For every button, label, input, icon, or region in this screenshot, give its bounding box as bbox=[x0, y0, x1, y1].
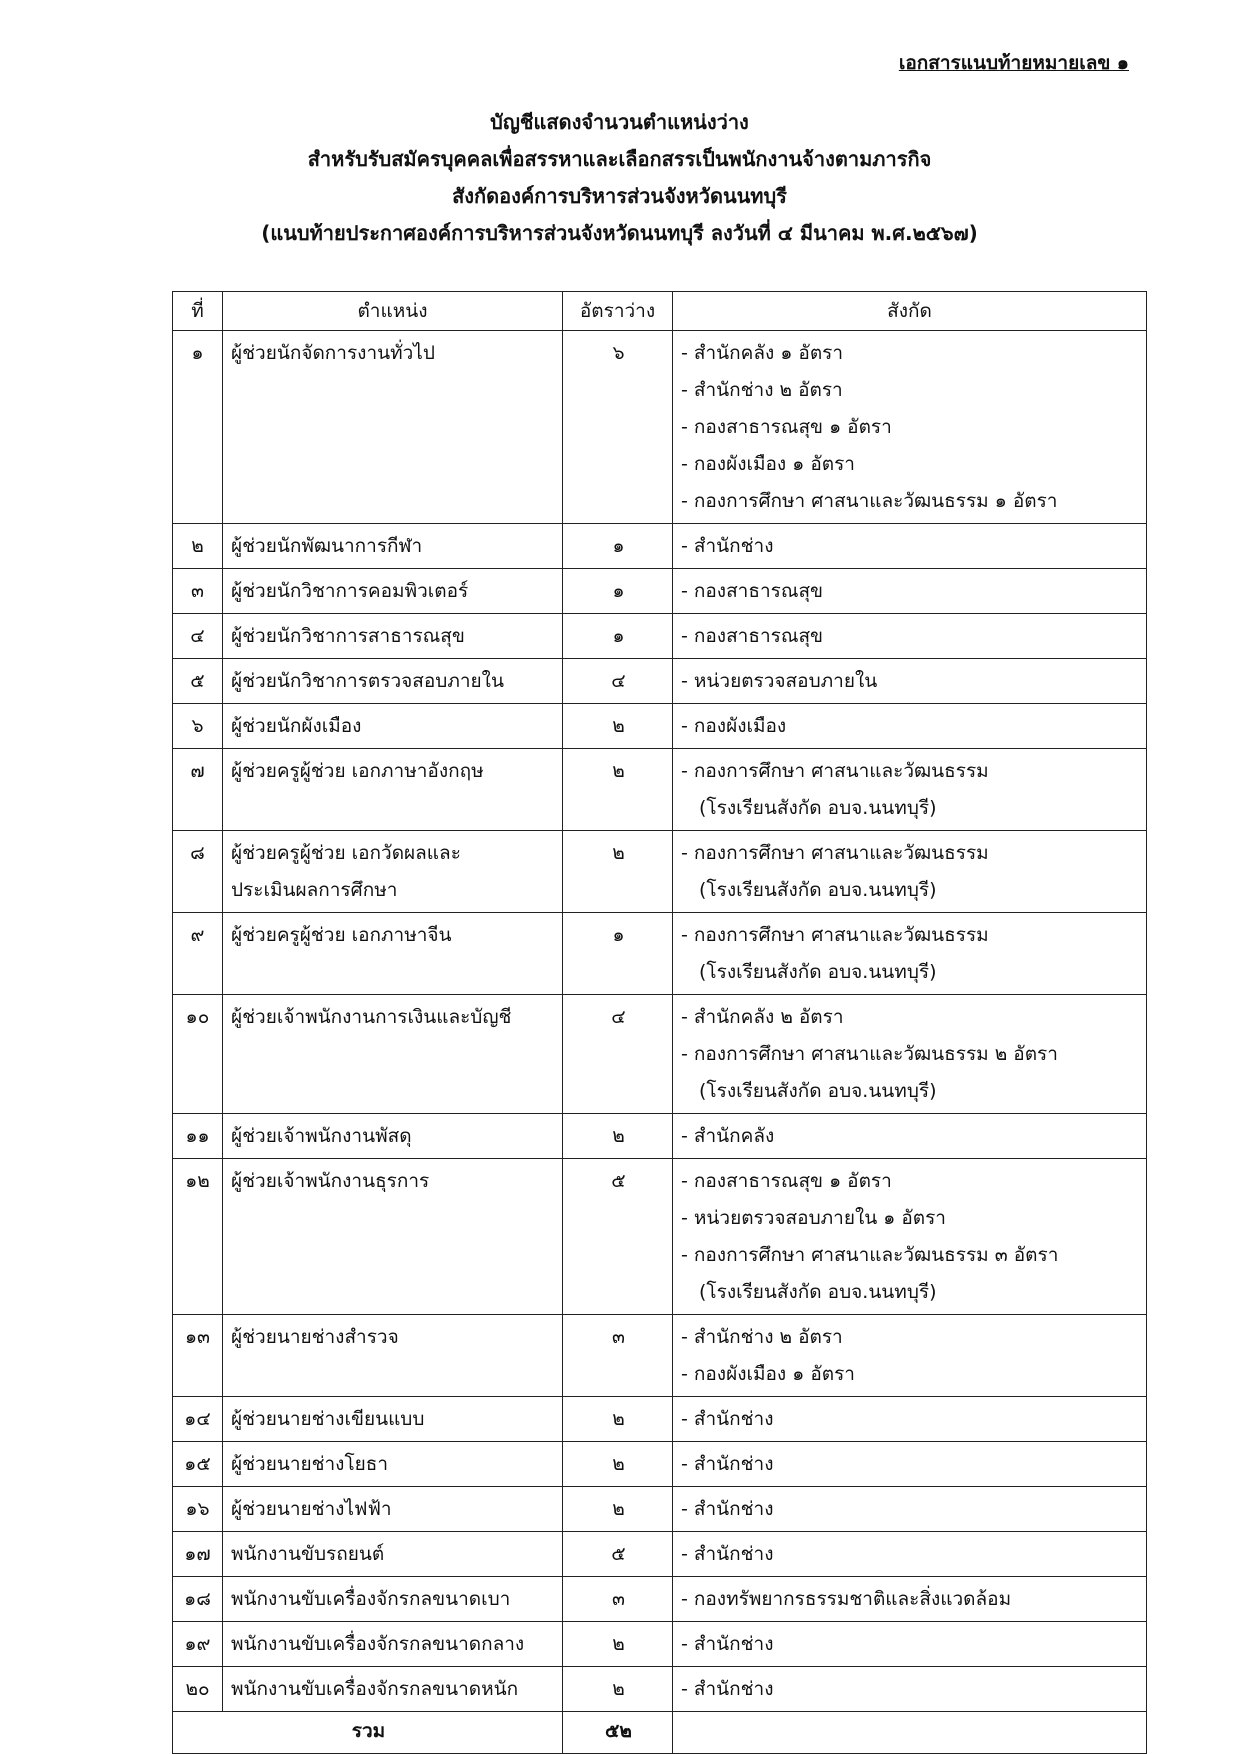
position-cell bbox=[223, 1159, 563, 1315]
vacancies-cell bbox=[563, 1159, 673, 1315]
department-line: - กองสาธารณสุข bbox=[681, 580, 824, 602]
department-cell bbox=[673, 1442, 1147, 1487]
title-line-1: บัญชีแสดงจำนวนตำแหน่งว่าง bbox=[490, 110, 749, 134]
position-text: ผู้ช่วยนักวิชาการตรวจสอบภายใน bbox=[231, 670, 504, 692]
vacancies-text: ๑ bbox=[612, 580, 625, 602]
vacancies-cell bbox=[563, 1442, 673, 1487]
vacancies-text: ๒ bbox=[612, 1453, 625, 1475]
row-number bbox=[173, 1315, 223, 1397]
table-row bbox=[173, 1667, 1147, 1712]
vacancies-text: ๒ bbox=[612, 1633, 625, 1655]
position-text: ผู้ช่วยครูผู้ช่วย เอกภาษาอังกฤษ bbox=[231, 760, 484, 782]
table-row bbox=[173, 524, 1147, 569]
row-number bbox=[173, 569, 223, 614]
vacancies-text: ๒ bbox=[612, 1125, 625, 1147]
department-line: - สำนักช่าง ๒ อัตรา bbox=[681, 1326, 843, 1348]
department-line: - สำนักช่าง bbox=[681, 1498, 774, 1520]
vacancies-cell bbox=[563, 704, 673, 749]
vacancies-cell bbox=[563, 1487, 673, 1532]
vacancies-cell bbox=[563, 749, 673, 831]
vacancies-cell bbox=[563, 614, 673, 659]
row-number bbox=[173, 1487, 223, 1532]
vacancies-cell bbox=[563, 1315, 673, 1397]
row-number-text: ๓ bbox=[191, 580, 204, 602]
department-line: - กองการศึกษา ศาสนาและวัฒนธรรม bbox=[681, 760, 989, 782]
department-line: - สำนักช่าง bbox=[681, 1678, 774, 1700]
table-row bbox=[173, 1577, 1147, 1622]
position-text: ผู้ช่วยเจ้าพนักงานธุรการ bbox=[231, 1170, 430, 1192]
row-number-text: ๑๗ bbox=[184, 1543, 211, 1565]
position-cell bbox=[223, 995, 563, 1114]
table-row bbox=[173, 659, 1147, 704]
position-cell bbox=[223, 1667, 563, 1712]
row-number bbox=[173, 995, 223, 1114]
department-cell bbox=[673, 1577, 1147, 1622]
row-number bbox=[173, 524, 223, 569]
position-cell bbox=[223, 569, 563, 614]
department-line: - กองการศึกษา ศาสนาและวัฒนธรรม ๓ อัตรา bbox=[681, 1244, 1059, 1266]
vacancies-text: ๒ bbox=[612, 1498, 625, 1520]
header-department: สังกัด bbox=[673, 292, 1147, 331]
vacancies-cell bbox=[563, 1532, 673, 1577]
department-cell bbox=[673, 1622, 1147, 1667]
vacancies-cell bbox=[563, 524, 673, 569]
department-cell bbox=[673, 1114, 1147, 1159]
table-row bbox=[173, 1114, 1147, 1159]
position-text: พนักงานขับเครื่องจักรกลขนาดหนัก bbox=[231, 1678, 519, 1700]
row-number bbox=[173, 1442, 223, 1487]
table-row bbox=[173, 749, 1147, 831]
row-number bbox=[173, 831, 223, 913]
vacancies-text: ๕ bbox=[611, 1543, 626, 1565]
row-number bbox=[173, 1622, 223, 1667]
vacancies-text: ๕ bbox=[611, 1170, 626, 1192]
title-line-2: สำหรับรับสมัครบุคคลเพื่อสรรหาและเลือกสรรเป็นพนักงานจ้างตามภารกิจ bbox=[307, 147, 932, 171]
position-text: ผู้ช่วยนักวิชาการสาธารณสุข bbox=[231, 625, 465, 647]
department-line: - สำนักช่าง ๒ อัตรา bbox=[681, 379, 843, 401]
title-line-3: สังกัดองค์การบริหารส่วนจังหวัดนนทบุรี bbox=[452, 184, 787, 208]
department-line: - กองการศึกษา ศาสนาและวัฒนธรรม ๒ อัตรา bbox=[681, 1043, 1058, 1065]
vacancies-cell bbox=[563, 659, 673, 704]
position-cell bbox=[223, 749, 563, 831]
position-text: ผู้ช่วยครูผู้ช่วย เอกภาษาจีน bbox=[231, 924, 452, 946]
department-line: - สำนักช่าง bbox=[681, 535, 774, 557]
row-number bbox=[173, 1667, 223, 1712]
department-line: - กองผังเมือง bbox=[681, 715, 787, 737]
position-cell bbox=[223, 913, 563, 995]
table-row bbox=[173, 1622, 1147, 1667]
vacancies-cell bbox=[563, 1397, 673, 1442]
vacancies-cell bbox=[563, 995, 673, 1114]
department-line: - หน่วยตรวจสอบภายใน ๑ อัตรา bbox=[681, 1207, 946, 1229]
row-number-text: ๑๖ bbox=[185, 1498, 210, 1520]
row-number-text: ๑ bbox=[191, 342, 204, 364]
vacancies-cell bbox=[563, 913, 673, 995]
row-number-text: ๕ bbox=[190, 670, 205, 692]
row-number-text: ๑๓ bbox=[184, 1326, 211, 1348]
total-empty-cell bbox=[673, 1712, 1147, 1754]
position-cell bbox=[223, 659, 563, 704]
department-line: - กองสาธารณสุข bbox=[681, 625, 824, 647]
position-text: ผู้ช่วยเจ้าพนักงานพัสดุ bbox=[231, 1125, 412, 1147]
row-number bbox=[173, 614, 223, 659]
vacancies-cell bbox=[563, 1622, 673, 1667]
position-cell bbox=[223, 1532, 563, 1577]
position-text: ผู้ช่วยนายช่างเขียนแบบ bbox=[231, 1408, 425, 1430]
position-cell bbox=[223, 831, 563, 913]
department-cell bbox=[673, 524, 1147, 569]
title-line-4: (แนบท้ายประกาศองค์การบริหารส่วนจังหวัดนนทบุรี ลงวันที่ ๔ มีนาคม พ.ศ.๒๕๖๗) bbox=[261, 221, 978, 245]
total-vacancies: ๕๒ bbox=[563, 1712, 673, 1754]
row-number-text: ๘ bbox=[190, 842, 205, 864]
department-line: - สำนักคลัง ๒ อัตรา bbox=[681, 1006, 844, 1028]
table-header-row bbox=[173, 292, 1147, 331]
position-text: พนักงานขับเครื่องจักรกลขนาดเบา bbox=[231, 1588, 511, 1610]
department-cell bbox=[673, 704, 1147, 749]
position-text: ผู้ช่วยนายช่างสำรวจ bbox=[231, 1326, 399, 1348]
row-number-text: ๒ bbox=[191, 535, 204, 557]
table-row bbox=[173, 1442, 1147, 1487]
position-cell bbox=[223, 331, 563, 524]
header-no: ที่ bbox=[173, 292, 223, 331]
table-row bbox=[173, 913, 1147, 995]
header-position: ตำแหน่ง bbox=[223, 292, 563, 331]
table-row bbox=[173, 1397, 1147, 1442]
document-title bbox=[0, 104, 1239, 252]
table-row bbox=[173, 995, 1147, 1114]
table-body bbox=[173, 331, 1147, 1712]
vacancies-text: ๒ bbox=[612, 842, 625, 864]
row-number-text: ๑๕ bbox=[184, 1453, 211, 1475]
table-row bbox=[173, 1487, 1147, 1532]
vacancy-table-container bbox=[172, 291, 1146, 1754]
position-text: ผู้ช่วยนักจัดการงานทั่วไป bbox=[231, 342, 435, 364]
position-text: ประเมินผลการศึกษา bbox=[231, 879, 398, 901]
department-cell bbox=[673, 1487, 1147, 1532]
document-reference: เอกสารแนบท้ายหมายเลข ๑ bbox=[898, 52, 1129, 74]
row-number-text: ๑๘ bbox=[184, 1588, 211, 1610]
table-row bbox=[173, 614, 1147, 659]
vacancies-text: ๑ bbox=[612, 535, 625, 557]
department-line: (โรงเรียนสังกัด อบจ.นนทบุรี) bbox=[699, 797, 937, 819]
department-cell bbox=[673, 569, 1147, 614]
position-cell bbox=[223, 1622, 563, 1667]
position-cell bbox=[223, 1315, 563, 1397]
position-text: ผู้ช่วยนายช่างไฟฟ้า bbox=[231, 1498, 392, 1520]
department-line: - กองผังเมือง ๑ อัตรา bbox=[681, 1363, 855, 1385]
position-cell bbox=[223, 1487, 563, 1532]
row-number bbox=[173, 913, 223, 995]
department-cell bbox=[673, 331, 1147, 524]
department-line: - กองผังเมือง ๑ อัตรา bbox=[681, 453, 855, 475]
vacancies-cell bbox=[563, 331, 673, 524]
vacancy-table bbox=[172, 291, 1147, 1754]
position-text: ผู้ช่วยนายช่างโยธา bbox=[231, 1453, 389, 1475]
total-row bbox=[173, 1712, 1147, 1754]
total-label: รวม bbox=[173, 1712, 563, 1754]
department-cell bbox=[673, 995, 1147, 1114]
position-cell bbox=[223, 704, 563, 749]
vacancies-text: ๑ bbox=[612, 625, 625, 647]
department-cell bbox=[673, 1159, 1147, 1315]
position-text: ผู้ช่วยเจ้าพนักงานการเงินและบัญชี bbox=[231, 1006, 512, 1028]
department-line: - กองการศึกษา ศาสนาและวัฒนธรรม ๑ อัตรา bbox=[681, 490, 1058, 512]
row-number-text: ๑๐ bbox=[185, 1006, 210, 1028]
vacancies-text: ๒ bbox=[612, 1408, 625, 1430]
vacancies-text: ๖ bbox=[612, 342, 625, 364]
vacancies-text: ๓ bbox=[612, 1326, 625, 1348]
department-cell bbox=[673, 749, 1147, 831]
department-line: - กองการศึกษา ศาสนาและวัฒนธรรม bbox=[681, 842, 989, 864]
row-number-text: ๗ bbox=[190, 760, 205, 782]
department-cell bbox=[673, 614, 1147, 659]
row-number bbox=[173, 749, 223, 831]
vacancies-text: ๔ bbox=[611, 670, 626, 692]
table-row bbox=[173, 1159, 1147, 1315]
row-number bbox=[173, 1397, 223, 1442]
department-line: - สำนักคลัง bbox=[681, 1125, 775, 1147]
row-number-text: ๑๑ bbox=[185, 1125, 210, 1147]
vacancies-text: ๔ bbox=[611, 1006, 626, 1028]
position-text: ผู้ช่วยนักวิชาการคอมพิวเตอร์ bbox=[231, 580, 469, 602]
department-line: - สำนักคลัง ๑ อัตรา bbox=[681, 342, 844, 364]
vacancies-cell bbox=[563, 1114, 673, 1159]
position-text: ผู้ช่วยนักผังเมือง bbox=[231, 715, 362, 737]
row-number-text: ๔ bbox=[190, 625, 205, 647]
position-cell bbox=[223, 1397, 563, 1442]
department-line: - สำนักช่าง bbox=[681, 1543, 774, 1565]
row-number-text: ๖ bbox=[191, 715, 204, 737]
row-number bbox=[173, 1532, 223, 1577]
table-row bbox=[173, 831, 1147, 913]
vacancies-text: ๒ bbox=[612, 715, 625, 737]
department-line: - กองสาธารณสุข ๑ อัตรา bbox=[681, 416, 892, 438]
department-line: - กองสาธารณสุข ๑ อัตรา bbox=[681, 1170, 892, 1192]
row-number-text: ๒๐ bbox=[185, 1678, 210, 1700]
department-cell bbox=[673, 1667, 1147, 1712]
row-number bbox=[173, 331, 223, 524]
vacancies-text: ๓ bbox=[612, 1588, 625, 1610]
row-number bbox=[173, 704, 223, 749]
vacancies-cell bbox=[563, 831, 673, 913]
department-cell bbox=[673, 1315, 1147, 1397]
department-line: - กองทรัพยากรธรรมชาติและสิ่งแวดล้อม bbox=[681, 1588, 1012, 1610]
department-line: (โรงเรียนสังกัด อบจ.นนทบุรี) bbox=[699, 1281, 937, 1303]
row-number bbox=[173, 1159, 223, 1315]
position-text: พนักงานขับรถยนต์ bbox=[231, 1543, 385, 1565]
department-cell bbox=[673, 913, 1147, 995]
row-number bbox=[173, 1577, 223, 1622]
department-line: - สำนักช่าง bbox=[681, 1453, 774, 1475]
vacancies-cell bbox=[563, 569, 673, 614]
row-number bbox=[173, 659, 223, 704]
department-line: - สำนักช่าง bbox=[681, 1408, 774, 1430]
position-text: พนักงานขับเครื่องจักรกลขนาดกลาง bbox=[231, 1633, 525, 1655]
vacancies-text: ๒ bbox=[612, 760, 625, 782]
table-row bbox=[173, 704, 1147, 749]
department-line: - หน่วยตรวจสอบภายใน bbox=[681, 670, 878, 692]
row-number bbox=[173, 1114, 223, 1159]
department-cell bbox=[673, 659, 1147, 704]
department-cell bbox=[673, 1397, 1147, 1442]
department-line: (โรงเรียนสังกัด อบจ.นนทบุรี) bbox=[699, 961, 937, 983]
position-text: ผู้ช่วยครูผู้ช่วย เอกวัดผลและ bbox=[231, 842, 461, 864]
row-number-text: ๑๙ bbox=[184, 1633, 211, 1655]
position-cell bbox=[223, 524, 563, 569]
row-number-text: ๑๔ bbox=[184, 1408, 211, 1430]
table-row bbox=[173, 1532, 1147, 1577]
department-line: (โรงเรียนสังกัด อบจ.นนทบุรี) bbox=[699, 879, 937, 901]
position-cell bbox=[223, 1577, 563, 1622]
table-row bbox=[173, 331, 1147, 524]
department-line: - สำนักช่าง bbox=[681, 1633, 774, 1655]
department-line: - กองการศึกษา ศาสนาและวัฒนธรรม bbox=[681, 924, 989, 946]
vacancies-text: ๒ bbox=[612, 1678, 625, 1700]
header-vacancies: อัตราว่าง bbox=[563, 292, 673, 331]
row-number-text: ๑๒ bbox=[185, 1170, 210, 1192]
department-cell bbox=[673, 1532, 1147, 1577]
table-row bbox=[173, 1315, 1147, 1397]
row-number-text: ๙ bbox=[190, 924, 205, 946]
position-text: ผู้ช่วยนักพัฒนาการกีฬา bbox=[231, 535, 423, 557]
vacancies-cell bbox=[563, 1577, 673, 1622]
department-cell bbox=[673, 831, 1147, 913]
position-cell bbox=[223, 614, 563, 659]
vacancies-cell bbox=[563, 1667, 673, 1712]
position-cell bbox=[223, 1114, 563, 1159]
department-line: (โรงเรียนสังกัด อบจ.นนทบุรี) bbox=[699, 1080, 937, 1102]
position-cell bbox=[223, 1442, 563, 1487]
vacancies-text: ๑ bbox=[612, 924, 625, 946]
table-row bbox=[173, 569, 1147, 614]
